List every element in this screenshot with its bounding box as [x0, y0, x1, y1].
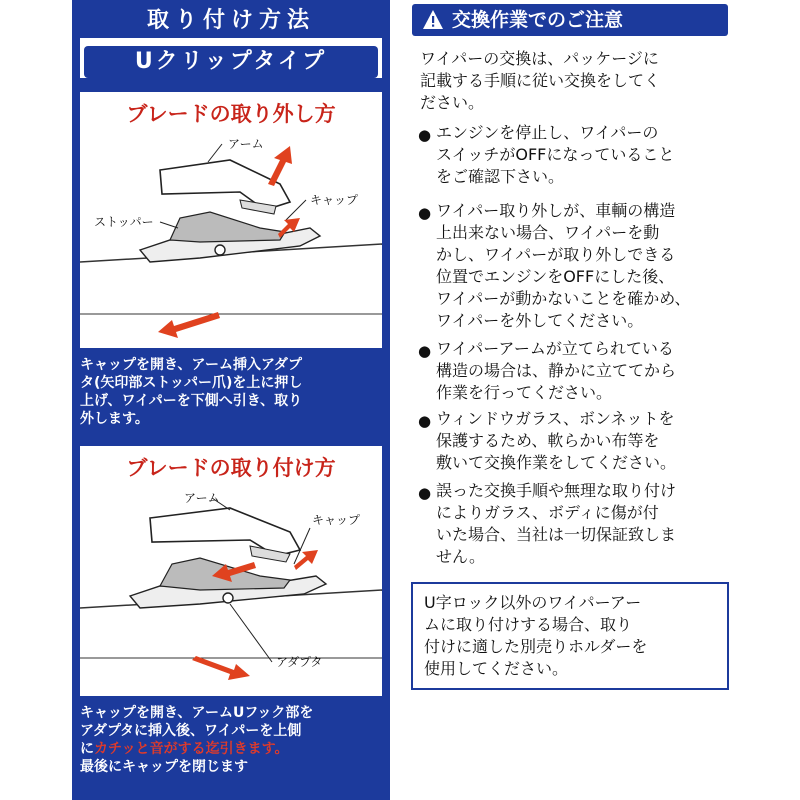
caution-line: ウィンドウガラス、ボンネットを: [436, 409, 675, 428]
caution-line: によりガラス、ボディに傷が付: [436, 503, 659, 522]
removal-instruction-line: キャップを開き、アーム挿入アダプ: [80, 357, 303, 373]
blade-adapter-shape: [170, 212, 285, 242]
cap-label: キャップ: [310, 193, 359, 207]
caution-line: ワイパーを外してください。: [436, 311, 644, 330]
stopper-label: ストッパー: [94, 215, 154, 229]
caution-line: ワイパー取り外しが、車輌の構造: [436, 201, 676, 220]
notice-line: U字ロック以外のワイパーアー: [424, 593, 642, 612]
caution-line: 上出来ない場合、ワイパーを動: [436, 223, 660, 242]
intro-line: ださい。: [420, 93, 485, 112]
caution-header: [412, 4, 728, 36]
arm-label: アーム: [184, 491, 220, 505]
cap-label: キャップ: [312, 513, 361, 527]
warning-icon: [422, 9, 444, 31]
u-clip-type-banner: Uクリップタイプ: [84, 46, 378, 78]
notice-line: 付けに適した別売りホルダーを: [424, 637, 648, 656]
caution-line: 誤った交換手順や無理な取り付け: [436, 481, 677, 500]
caution-line: せん。: [436, 547, 485, 566]
bullet-icon: ●: [418, 342, 432, 360]
caution-line: 保護するため、軟らかい布等を: [436, 431, 660, 450]
bullet-icon: ●: [418, 412, 432, 430]
removal-diagram: [80, 132, 382, 346]
attach-instruction-line: アダプタに挿入後、ワイパーを上側: [80, 723, 302, 739]
caution-intro: [420, 48, 720, 114]
click-sound-note: カチッと音がする迄引きます。: [94, 741, 289, 757]
caution-item-3: [436, 338, 726, 404]
attach-section: [80, 446, 382, 696]
adapter-label: アダプタ: [276, 655, 323, 669]
adapter-pivot-shape: [223, 593, 233, 603]
removal-instruction-line: タ(矢印部ストッパー爪)を上に押し: [80, 375, 303, 391]
caution-line: 位置でエンジンをOFFにした後、: [436, 267, 675, 286]
attach-instruction-line: [80, 740, 386, 758]
caution-item-4: [436, 408, 726, 474]
installation-title: 取り付け方法: [146, 8, 315, 33]
caution-line: 作業を行ってください。: [436, 383, 613, 402]
bullet-icon: ●: [418, 204, 432, 222]
attach-instruction-line: キャップを開き、アームUフック部を: [80, 705, 314, 721]
intro-line: ワイパーの交換は、パッケージに: [420, 49, 659, 68]
pull-down-arrow: [158, 312, 220, 338]
caution-line: いた場合、当社は一切保証致しま: [436, 525, 677, 544]
holder-notice: [424, 592, 724, 680]
removal-instruction-line: 外します。: [80, 411, 149, 427]
notice-line: 使用してください。: [424, 659, 569, 678]
caution-line: 敷いて交換作業をしてください。: [436, 453, 677, 472]
caution-item-5: [436, 480, 726, 568]
attach-title: ブレードの取り付け方: [126, 456, 336, 480]
attach-diagram: [80, 484, 382, 696]
removal-instructions: [80, 356, 386, 428]
adapter-pivot-shape: [215, 245, 225, 255]
pull-up-arrow: [192, 656, 250, 680]
caution-line: スイッチがOFFになっていること: [436, 145, 675, 164]
intro-line: 記載する手順に従い交換をしてく: [420, 71, 661, 90]
caution-line: をご確認下さい。: [436, 167, 565, 186]
cap-close-arrow: [294, 550, 318, 570]
removal-section: [80, 92, 382, 348]
notice-line: ムに取り付けする場合、取り: [424, 615, 633, 634]
wiper-arm-shape: [160, 160, 290, 210]
attach-instruction-prefix: に: [80, 741, 94, 757]
caution-line: エンジンを停止し、ワイパーの: [436, 123, 659, 142]
caution-item-1: [436, 122, 726, 188]
wiper-arm-shape: [150, 508, 300, 556]
bullet-icon: ●: [418, 126, 432, 144]
removal-instruction-line: 上げ、ワイパーを下側へ引き、取り: [80, 393, 303, 409]
caution-line: ワイパーが動かないことを確かめ、: [436, 289, 691, 308]
caution-line: かし、ワイパーが取り外しできる: [436, 245, 676, 264]
attach-instructions: [80, 704, 386, 776]
caution-line: ワイパーアームが立てられている: [436, 339, 674, 358]
arm-label: アーム: [228, 137, 264, 151]
removal-title: ブレードの取り外し方: [126, 102, 336, 126]
caution-line: 構造の場合は、静かに立ててから: [436, 361, 677, 380]
caution-item-2: [436, 200, 726, 332]
installation-panel: [72, 0, 390, 800]
bullet-icon: ●: [418, 484, 432, 502]
attach-instruction-line: 最後にキャップを閉じます: [80, 759, 248, 775]
arm-lift-arrow: [268, 146, 292, 186]
caution-title: 交換作業でのご注意: [452, 9, 624, 31]
